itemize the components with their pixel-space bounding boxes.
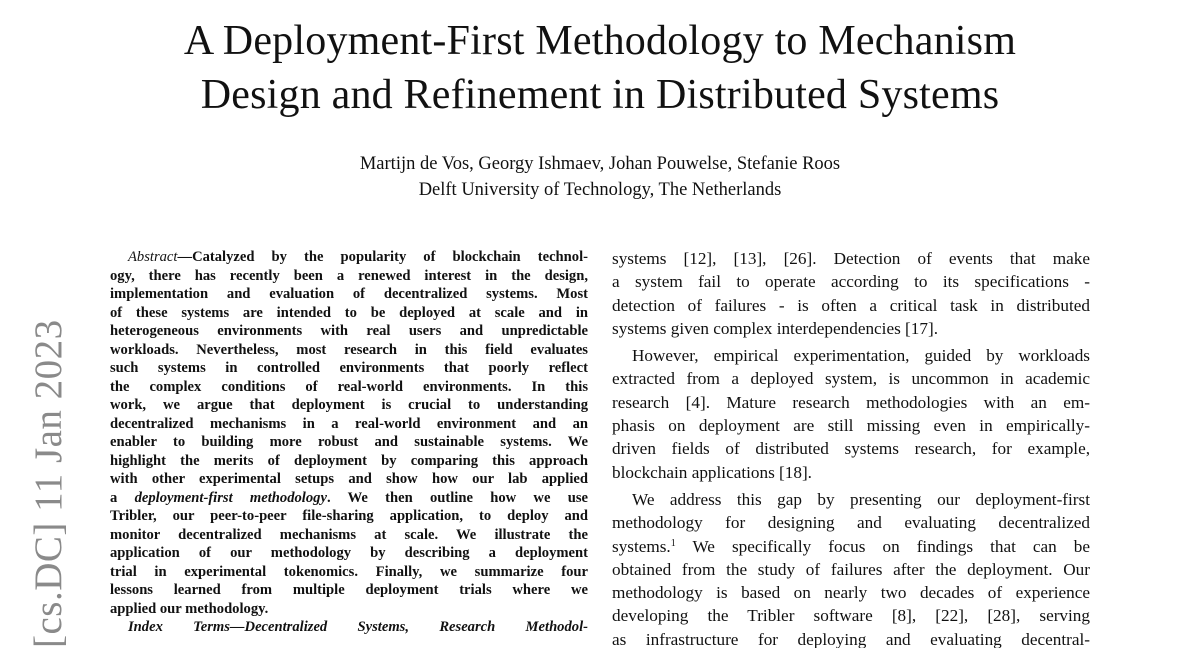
abstract-line: Abstract—Catalyzed by the popularity of blockchain technol- <box>128 249 588 265</box>
abstract-line: lessons learned from multiple deployment trials where we <box>110 582 588 598</box>
abstract-line: application of our methodology by describing a deployment <box>110 545 588 561</box>
footnote-marker: 1 <box>670 537 676 549</box>
index-terms-line: Index Terms—Decentralized Systems, Research Methodol- <box>128 619 588 635</box>
paragraph <box>612 344 1090 484</box>
abstract-line: a deployment-first methodology. We then outline how we use <box>110 489 588 506</box>
abstract-line: workloads. Nevertheless, most research in this field evaluates <box>110 341 588 358</box>
abstract-line: highlight the merits of deployment by comparing this approach <box>110 452 588 469</box>
body-line: methodology for designing and evaluating decentralized <box>612 513 1090 533</box>
affiliation: Delft University of Technology, The Netherlands <box>418 180 782 200</box>
paper-title <box>0 14 1200 122</box>
body-line: detection of failures - is often a critical task in distributed <box>612 295 1090 315</box>
body-line: extracted from a deployed system, is uncommon in academic <box>612 369 1090 389</box>
body-line: research [4]. Mature research methodologies with an em- <box>612 392 1090 412</box>
title-line: Design and Refinement in Distributed Systems <box>200 72 1000 118</box>
abstract-line: the complex conditions of real-world environments. In this <box>110 378 588 395</box>
body-line: systems [12], [13], [26]. Detection of events that make <box>612 249 1090 268</box>
body-line: However, empirical experimentation, guided by workloads <box>632 346 1090 366</box>
abstract-line: trial in experimental tokenomics. Finally, we summarize four <box>110 563 588 580</box>
abstract-line: with other experimental setups and show how our lab applied <box>110 471 588 487</box>
body-line: a system fail to operate according to its specifications - <box>612 272 1090 292</box>
abstract-line: Tribler, our peer-to-peer file-sharing application, to deploy and <box>110 508 588 524</box>
abstract-lead: Abstract <box>128 249 178 265</box>
abstract-line: work, we argue that deployment is crucial to understanding <box>110 397 588 413</box>
body-line: as infrastructure for deploying and evaluating decentral- <box>612 629 1090 648</box>
body-column-right <box>612 247 1090 648</box>
paragraph <box>612 488 1090 648</box>
paragraph <box>612 247 1090 340</box>
abstract-line: enabler to building more robust and sustainable systems. We <box>110 434 588 450</box>
author-block <box>0 151 1200 203</box>
body-line: systems.$^1$ We specifically focus on findings that can be <box>612 536 1090 556</box>
body-line: blockchain applications [18]. <box>612 462 812 482</box>
body-line: phasis on deployment are still missing even in empirically- <box>612 416 1090 436</box>
abstract-line: heterogeneous environments with real users and unpredictable <box>110 323 588 339</box>
abstract-line: implementation and evaluation of decentralized systems. Most <box>110 286 588 302</box>
abstract-column <box>110 248 588 637</box>
arxiv-side-stamp: [cs.DC] 11 Jan 2023 <box>27 319 70 648</box>
body-line: We address this gap by presenting our deployment-first <box>632 489 1090 509</box>
abstract-line: ogy, there has recently been a renewed interest in the design, <box>110 267 588 284</box>
methodology-term: deployment-first methodology <box>134 489 327 506</box>
body-line: driven fields of distributed systems research, for example, <box>612 439 1090 459</box>
abstract-line: such systems in controlled environments that poorly reflect <box>110 360 588 376</box>
body-line: developing the Tribler software [8], [22], [28], serving <box>612 606 1090 626</box>
abstract-line: decentralized mechanisms in a real-world environment and an <box>110 415 588 432</box>
title-line: A Deployment-First Methodology to Mechanism <box>183 18 1017 64</box>
abstract-line: of these systems are intended to be deployed at scale and in <box>110 304 588 321</box>
body-line: systems given complex interdependencies [17]. <box>612 318 938 338</box>
abstract-line: applied our methodology. <box>110 600 269 617</box>
abstract-line: monitor decentralized mechanisms at scale. We illustrate the <box>110 526 588 543</box>
body-line: obtained from the study of failures after the deployment. Our <box>612 559 1090 579</box>
body-line: methodology is based on nearly two decades of experience <box>612 583 1090 603</box>
author-list: Martijn de Vos, Georgy Ishmaev, Johan Pouwelse, Stefanie Roos <box>359 154 841 174</box>
